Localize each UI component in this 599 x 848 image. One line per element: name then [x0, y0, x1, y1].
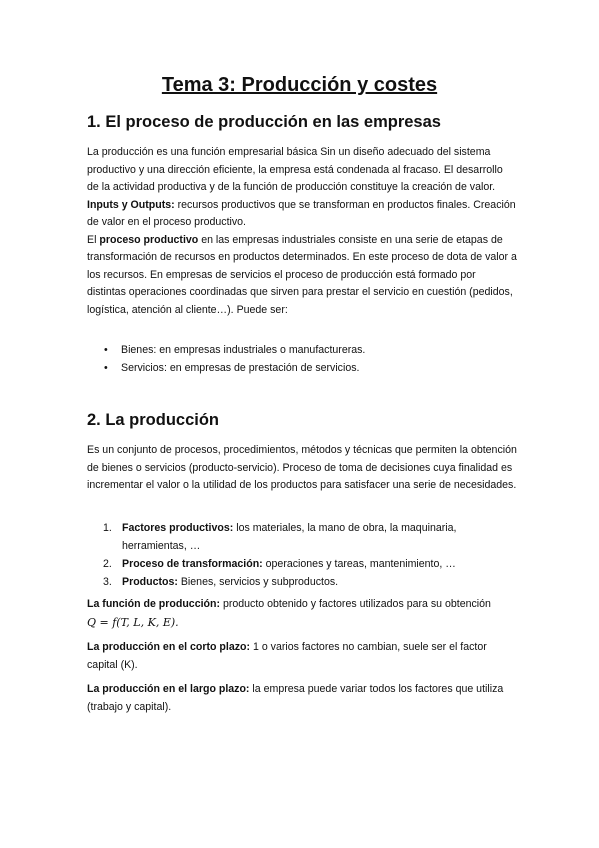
- section-1-paragraph: La producción es una función empresarial básica Sin un diseño adecuado del sistema productivo y una dirección eficiente, la empresa está condenada al fracaso. El desarrollo de la actividad productiva y de la función de producción constituye la creación de valor.: [87, 146, 503, 193]
- long-run-label: La producción en el largo plazo:: [87, 683, 250, 695]
- production-elements-list: [87, 519, 507, 591]
- production-function-label: La función de producción:: [87, 598, 221, 610]
- inputs-outputs-label: Inputs y Outputs:: [87, 198, 175, 211]
- list-item: [87, 573, 507, 591]
- process-paragraph: [87, 232, 517, 320]
- inputs-outputs-paragraph: [87, 197, 517, 232]
- list-item: • Servicios: en empresas de prestación de servicios.: [87, 359, 517, 377]
- list-item: • Bienes: en empresas industriales o manufactureras.: [87, 341, 517, 359]
- list-item-text: Bienes, servicios y subproductos.: [177, 576, 339, 588]
- list-item-label: Factores productivos:: [122, 522, 234, 534]
- process-text: en las empresas industriales consiste en una serie de etapas de transformación de recursos en productos determinados. En este proceso de dota de valor a los recursos. En empresas de servicios el proceso de producción está formado por distintas operaciones coordinadas que sirven para prestar el servicio en cuestión (pedidos, logística, atención al cliente…). Puede ser:: [87, 233, 517, 316]
- production-function-formula: Q = f(T, L, K, E).: [87, 615, 179, 629]
- section-1-heading: 1. El proceso de producción en las empresas: [87, 113, 441, 131]
- short-run-paragraph: [87, 639, 517, 674]
- production-function-paragraph: [87, 596, 517, 632]
- list-item-label: Proceso de transformación:: [122, 558, 263, 570]
- section-1-body: [87, 144, 517, 319]
- process-label: proceso productivo: [99, 233, 199, 246]
- short-run-label: La producción en el corto plazo:: [87, 641, 251, 653]
- long-run-paragraph: [87, 681, 517, 716]
- long-run-text: la empresa puede variar todos los factores que utiliza (trabajo y capital).: [87, 683, 504, 713]
- list-item-label: Productos:: [122, 576, 178, 588]
- inputs-outputs-text: recursos productivos que se transforman en productos finales. Creación de valor en el proceso productivo.: [87, 198, 516, 228]
- production-function-text: producto obtenido y factores utilizados para su obtención: [220, 598, 491, 610]
- page-title: Tema 3: Producción y costes: [161, 74, 438, 96]
- list-item: [87, 555, 507, 573]
- section-2-heading: 2. La producción: [87, 411, 220, 429]
- short-run-text: 1 o varios factores no cambian, suele ser el factor capital (K).: [87, 641, 487, 671]
- goods-services-list: [87, 341, 517, 377]
- list-number: 3.: [103, 576, 112, 588]
- list-item: [87, 519, 507, 555]
- section-2-paragraph: Es un conjunto de procesos, procedimientos, métodos y técnicas que permiten la obtención de bienes o servicios (producto-servicio). Proceso de toma de decisiones cuya finalidad es incrementar el valor o la utilidad de los productos para satisfacer una serie de necesidades.: [87, 444, 517, 491]
- list-number: 1.: [103, 522, 112, 534]
- list-number: 2.: [103, 558, 112, 570]
- list-item-text: los materiales, la mano de obra, la maquinaria, herramientas, …: [122, 522, 457, 552]
- process-prefix: El: [87, 233, 100, 246]
- list-item-text: operaciones y tareas, mantenimiento, …: [262, 558, 456, 570]
